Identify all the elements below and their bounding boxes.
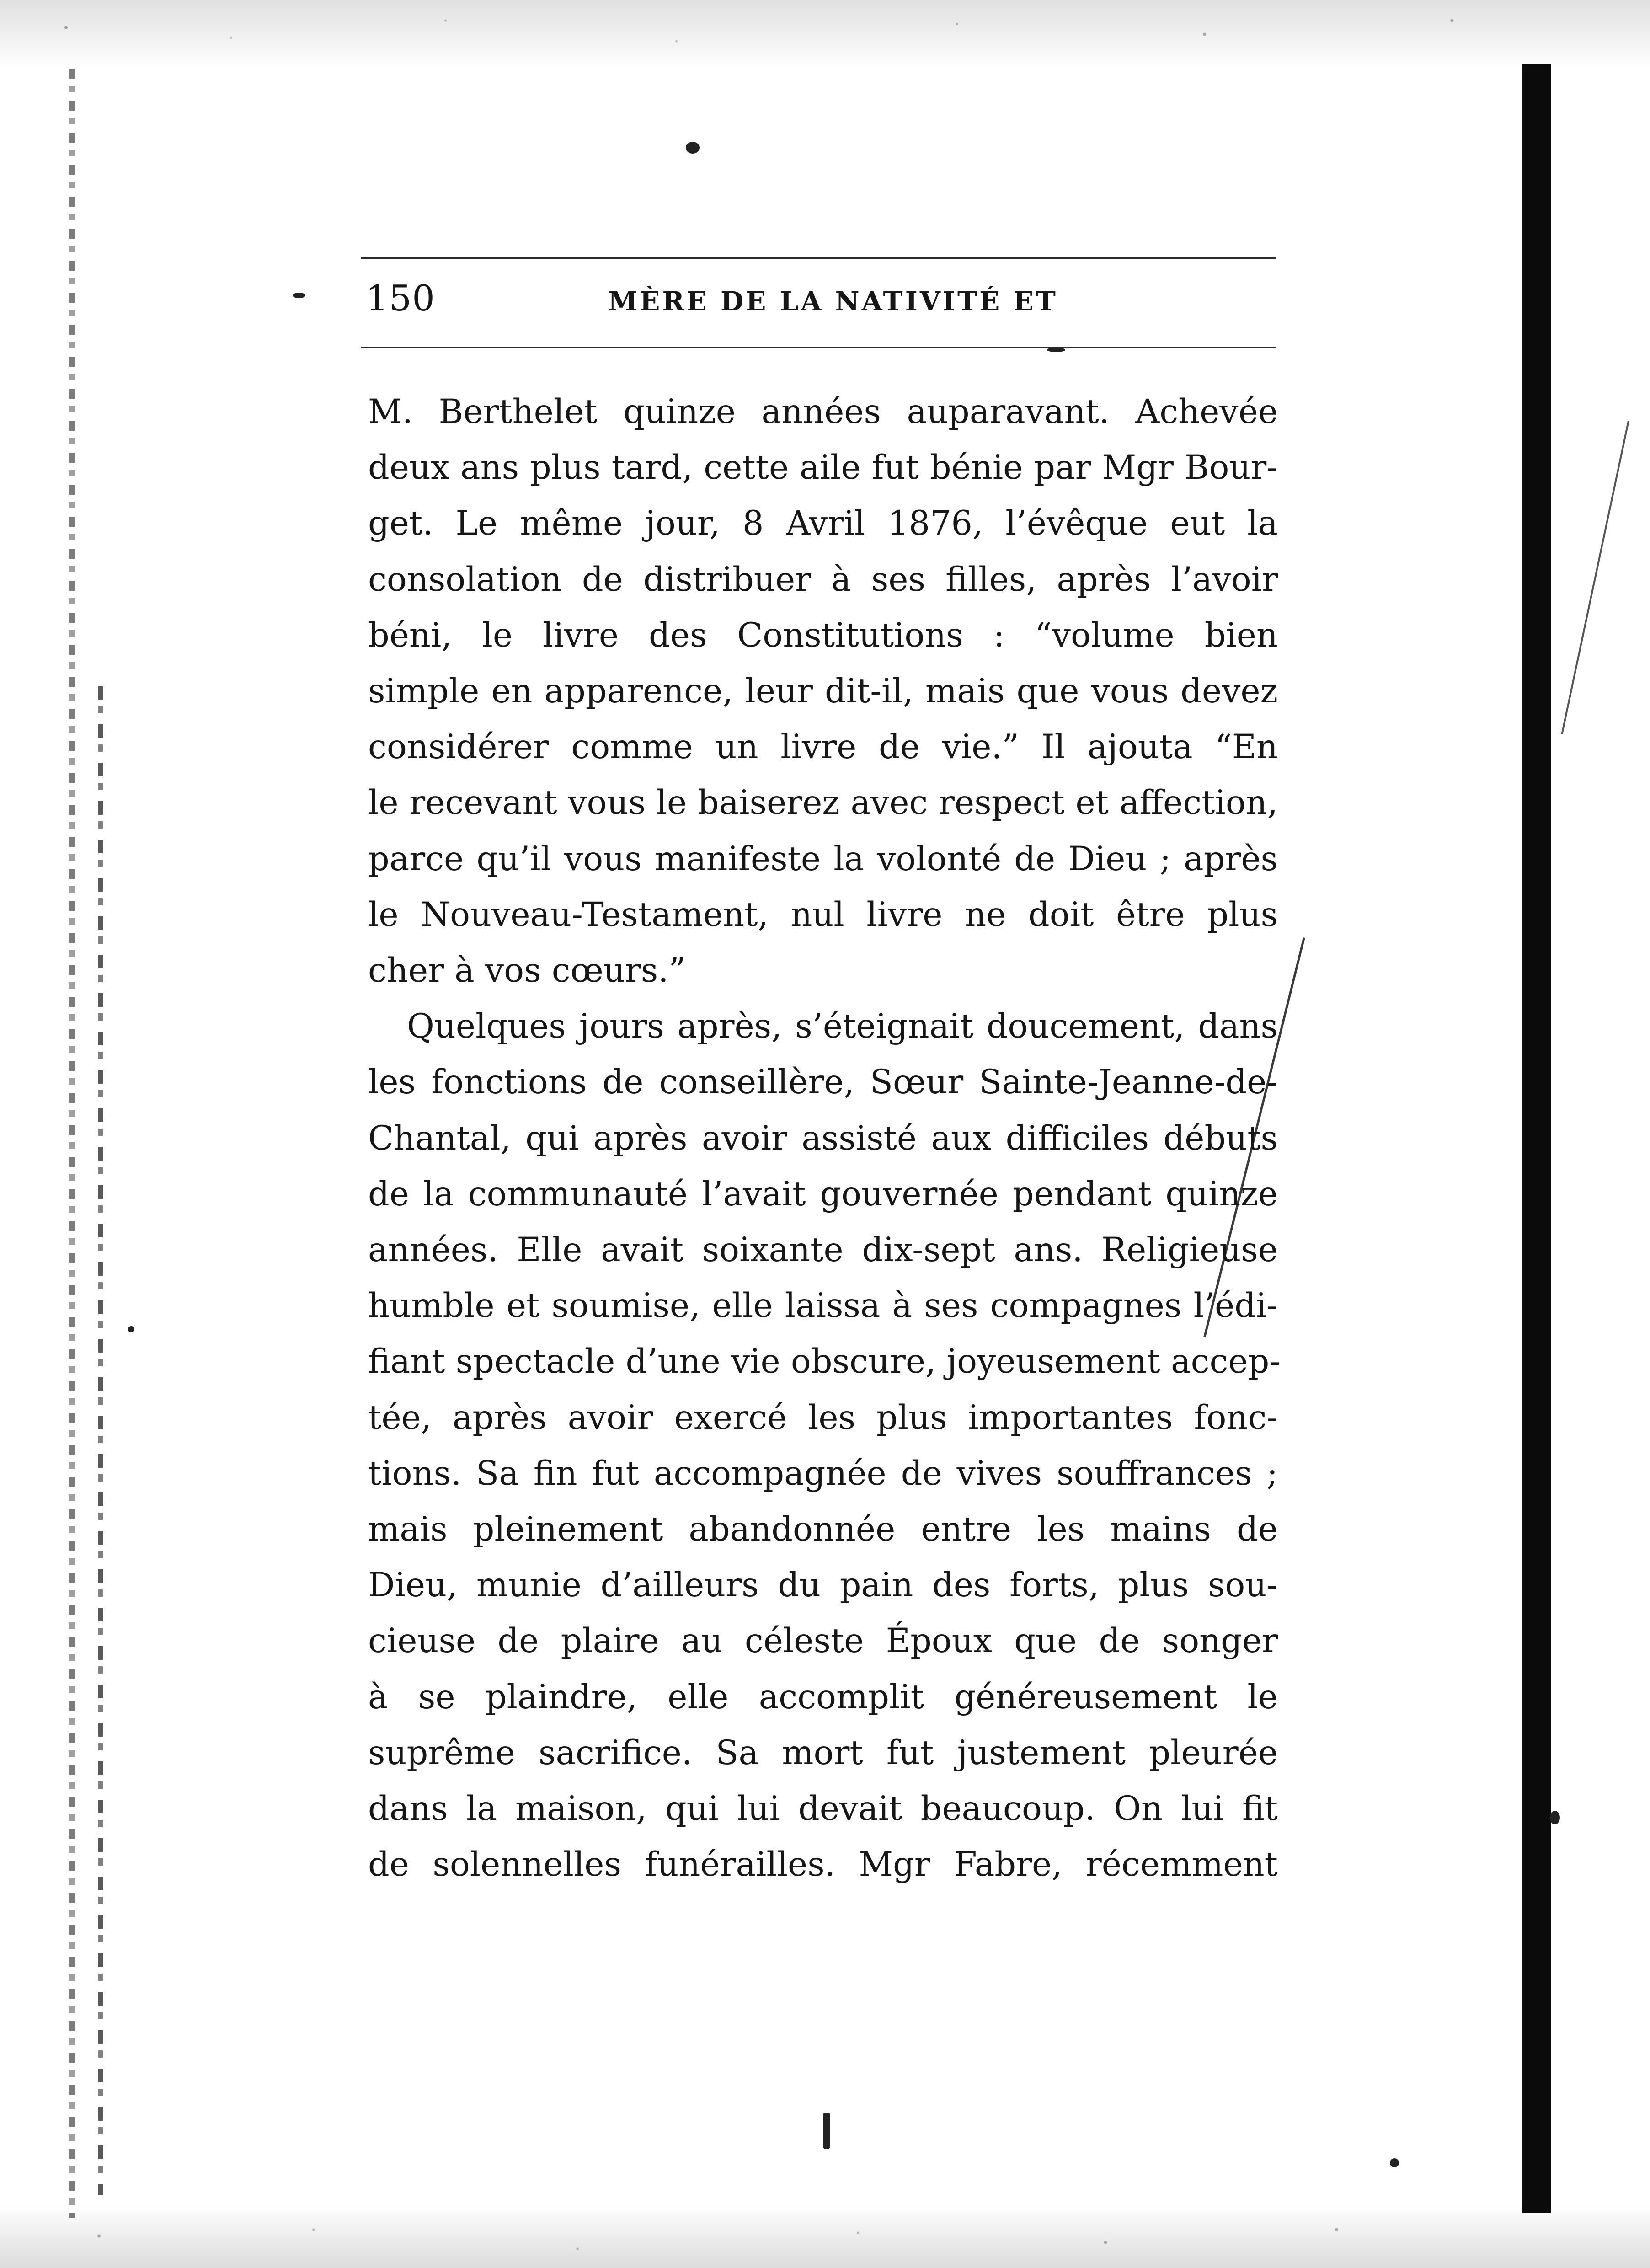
scan-left-edge — [69, 69, 75, 2218]
text-line: de la communauté l’avait gouvernée pendant quinze — [368, 1174, 1278, 1214]
text-line: de solennelles funérailles. Mgr Fabre, récemment — [368, 1845, 1278, 1884]
text-line: dans la maison, qui lui devait beaucoup. On lui fit — [368, 1789, 1278, 1829]
text-line: get. Le même jour, 8 Avril 1876, l’évêque eut la — [368, 504, 1278, 543]
text-line: Quelques jours après, s’éteignait doucement, dans — [407, 1007, 1278, 1046]
running-title: MÈRE DE LA NATIVITÉ ET — [608, 286, 1058, 317]
page-number: 150 — [366, 278, 435, 319]
scan-left-edge-inner — [98, 686, 103, 2195]
text-line: les fonctions de conseillère, Sœur Sainte-Jeanne-de- — [368, 1063, 1278, 1102]
scan-blot — [1550, 1811, 1560, 1824]
scan-stray-line — [1561, 421, 1629, 734]
scan-blot — [823, 2113, 830, 2149]
text-line: tions. Sa fin fut accompagnée de vives souffrances ; — [368, 1454, 1278, 1493]
text-line: M. Berthelet quinze années auparavant. Achevée — [368, 392, 1278, 431]
text-line: cher à vos cœurs.” — [368, 951, 686, 990]
text-line: mais pleinement abandonnée entre les mains de — [368, 1510, 1278, 1549]
text-line: suprême sacrifice. Sa mort fut justement pleurée — [368, 1733, 1278, 1772]
text-line: consolation de distribuer à ses filles, après l’avoir — [368, 560, 1278, 599]
text-line: tée, après avoir exercé les plus importantes fonc- — [368, 1398, 1278, 1437]
text-line: à se plaindre, elle accomplit généreusement le — [368, 1677, 1278, 1717]
scan-blot — [128, 1326, 134, 1332]
text-line: Dieu, munie d’ailleurs du pain des forts, plus sou- — [368, 1566, 1278, 1605]
text-line: Chantal, qui après avoir assisté aux difficiles débuts — [368, 1118, 1278, 1158]
scan-blot — [1390, 2158, 1399, 2167]
scan-blot — [686, 142, 700, 154]
text-line: considérer comme un livre de vie.” Il ajouta “En — [368, 727, 1278, 767]
header-rule-bottom — [361, 347, 1276, 348]
scan-blot — [293, 293, 305, 298]
scan-noise-bottom — [0, 2204, 1650, 2268]
text-line: simple en apparence, leur dit-il, mais que vous devez — [368, 672, 1278, 711]
text-line: humble et soumise, elle laissa à ses compagnes l’édi- — [368, 1286, 1278, 1326]
scan-right-shadow-bar — [1522, 64, 1551, 2213]
text-line: deux ans plus tard, cette aile fut bénie par Mgr Bour- — [368, 448, 1278, 487]
text-line: le recevant vous le baiserez avec respect et affection, — [368, 783, 1278, 823]
scan-noise-top — [0, 0, 1650, 69]
header-rule-top — [361, 257, 1276, 259]
text-line: cieuse de plaire au céleste Époux que de songer — [368, 1621, 1278, 1661]
text-line: années. Elle avait soixante dix-sept ans. Religieuse — [368, 1230, 1278, 1270]
text-line: fiant spectacle d’une vie obscure, joyeusement accep- — [368, 1342, 1281, 1381]
text-line: le Nouveau-Testament, nul livre ne doit être plus — [368, 895, 1278, 934]
text-line: parce qu’il vous manifeste la volonté de Dieu ; après — [368, 839, 1278, 878]
body-text — [368, 384, 1281, 1893]
text-line: béni, le livre des Constitutions : “volume bien — [368, 615, 1278, 655]
